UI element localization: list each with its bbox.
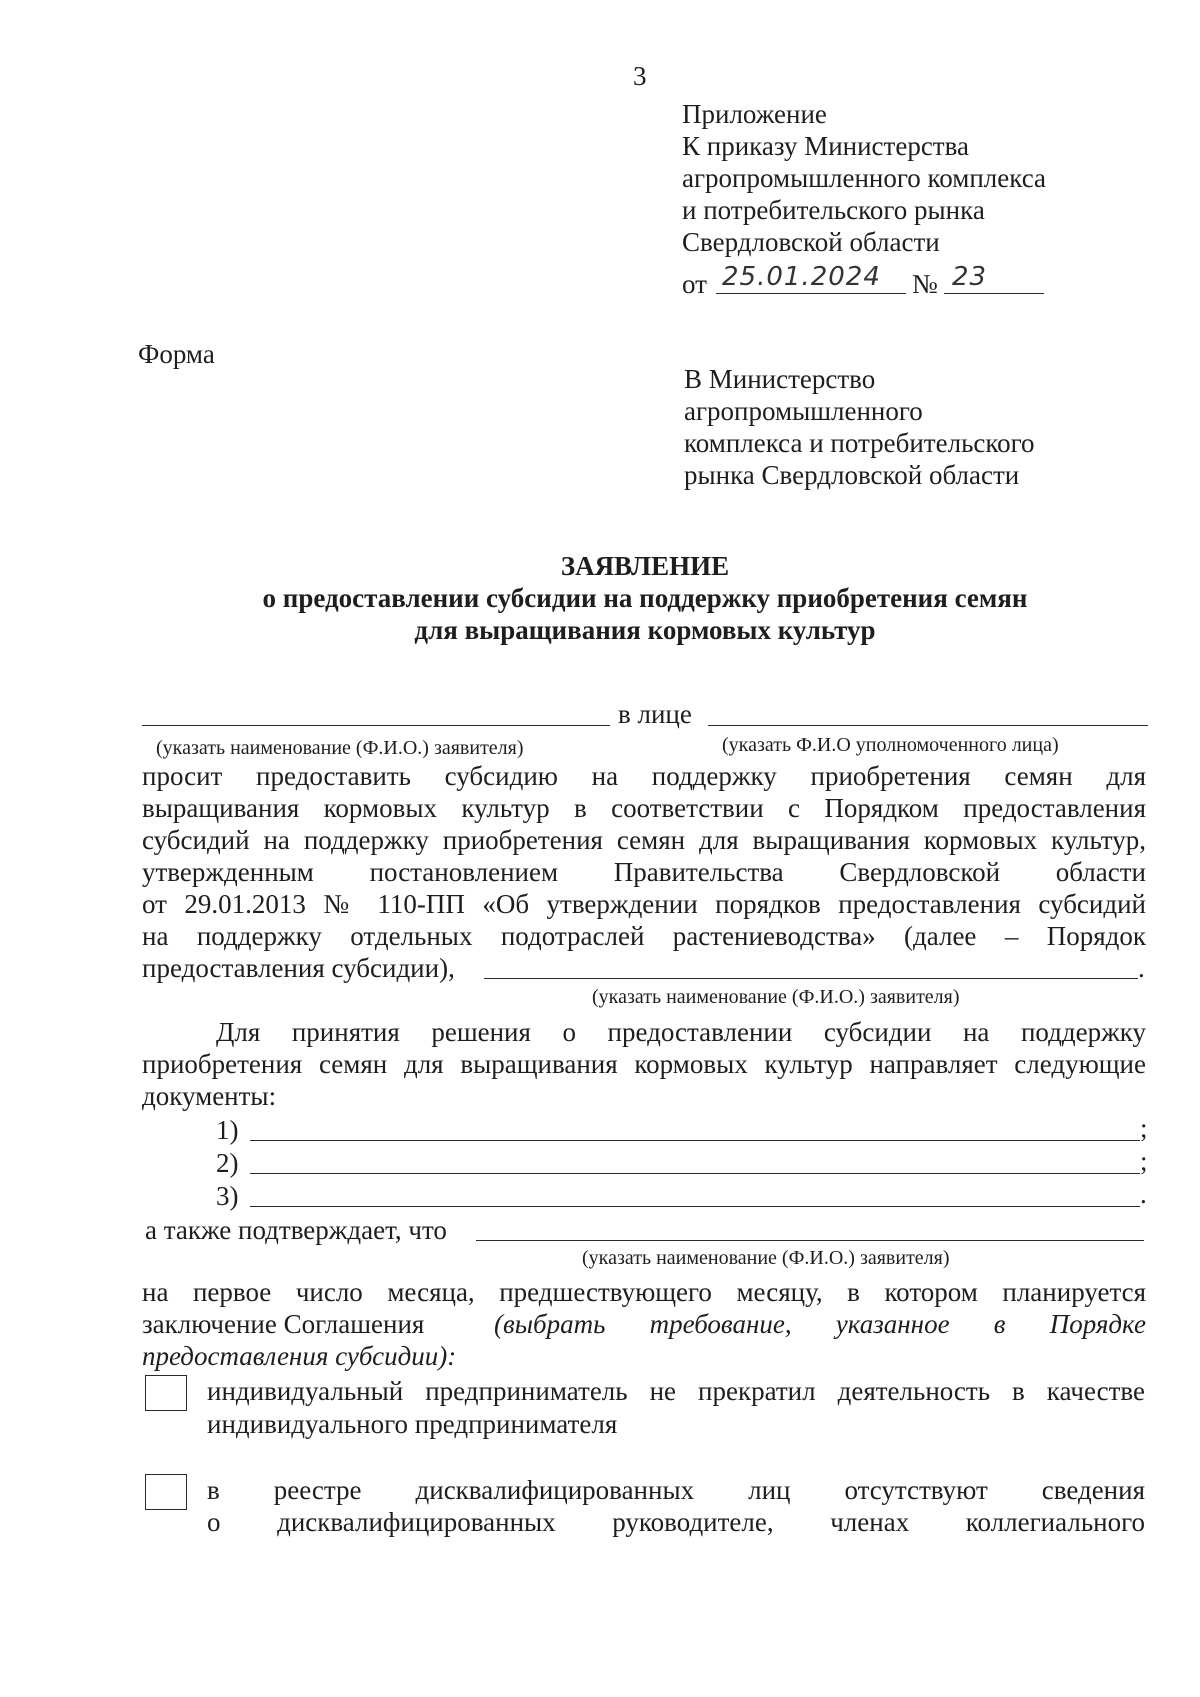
paragraph-line: субсидий на поддержку приобретения семян для выращивания кормовых культур, [142,825,1146,855]
addressee-line: комплекса и потребительского [684,428,1035,458]
document-end: ; [1140,1146,1148,1176]
paragraph-line: от 29.01.2013 № 110-ПП «Об утверждении порядков предоставления субсидий [142,889,1146,919]
option-line: о дисквалифицированных руководителе, членах коллегиального [207,1507,1145,1537]
handwritten-number: 23 [952,262,988,292]
paragraph-line: Для принятия решения о предоставлении субсидии на поддержку [216,1017,1146,1047]
document-field-3[interactable] [250,1206,1140,1207]
option-line: в реестре дисквалифицированных лиц отсутствуют сведения [207,1475,1145,1505]
paragraph-line-italic: предоставления субсидии): [142,1341,457,1371]
page-number: 3 [633,61,647,91]
document-field-2[interactable] [250,1173,1140,1174]
paragraph-line: заключение Соглашения [142,1309,425,1339]
hint-applicant-name-3: (указать наименование (Ф.И.О.) заявителя) [582,1247,950,1269]
applicant-name-field-3[interactable] [476,1240,1144,1241]
option-checkbox-2[interactable] [145,1474,187,1510]
appendix-line: агропромышленного комплекса [682,163,1046,193]
number-underline [944,293,1044,294]
option-line: индивидуальный предприниматель не прекратил деятельность в качестве [207,1376,1145,1406]
addressee-line: рынка Свердловской области [684,460,1020,490]
paragraph-line: на первое число месяца, предшествующего месяцу, в котором планируется [142,1277,1146,1307]
paragraph-line: на поддержку отдельных подотраслей растениеводства» (далее – Порядок [142,921,1146,951]
appendix-line: Свердловской области [682,227,940,257]
paragraph-line: приобретения семян для выращивания кормовых культур направляет следующие [142,1049,1146,1079]
document-title: ЗАЯВЛЕНИЕ [560,551,730,581]
document-subtitle-2: для выращивания кормовых культур [414,615,876,645]
document-end: . [1140,1179,1147,1209]
option-line: индивидуального предпринимателя [207,1409,618,1439]
appendix-line: Приложение [682,99,827,129]
document-end: ; [1140,1113,1148,1143]
appendix-block [682,98,1046,258]
appendix-line: К приказу Министерства [682,131,969,161]
date-underline [716,293,906,294]
appendix-number-prefix: № [912,269,938,299]
document-subtitle-1: о предоставлении субсидии на поддержку приобретения семян [262,583,1028,613]
applicant-name-field[interactable] [142,725,610,726]
addressee-line: агропромышленного [684,396,923,426]
option-checkbox-1[interactable] [145,1375,187,1411]
appendix-line: и потребительского рынка [682,195,985,225]
appendix-date-prefix: от [682,269,707,299]
document-field-1[interactable] [250,1140,1140,1141]
paragraph-line: выращивания кормовых культур в соответствии с Порядком предоставления [142,793,1146,823]
end-dot: . [1138,953,1145,983]
paragraph-line: просит предоставить субсидию на поддержку приобретения семян для [142,761,1146,791]
authorized-person-field[interactable] [708,725,1148,726]
handwritten-date: 25.01.2024 [722,262,881,292]
document-number: 3) [216,1181,239,1211]
document-number: 1) [216,1115,239,1145]
paragraph-line: документы: [142,1081,277,1111]
paragraph-line: предоставления субсидии), [142,953,455,983]
hint-applicant-name-2: (указать наименование (Ф.И.О.) заявителя) [592,986,960,1008]
addressee-block [684,363,1035,491]
confirms-label: а также подтверждает, что [145,1215,447,1245]
form-label: Форма [138,339,215,369]
hint-applicant-name: (указать наименование (Ф.И.О.) заявителя) [156,737,524,759]
paragraph-line: утвержденным постановлением Правительства Свердловской области [142,857,1146,887]
applicant-name-field-2[interactable] [484,978,1138,979]
hint-authorized-person: (указать Ф.И.О уполномоченного лица) [722,734,1059,756]
document-number: 2) [216,1148,239,1178]
in-person-label: в лице [618,699,692,729]
addressee-line: В Министерство [684,364,876,394]
paragraph-line-italic: (выбрать требование, указанное в Порядке [494,1309,1146,1339]
